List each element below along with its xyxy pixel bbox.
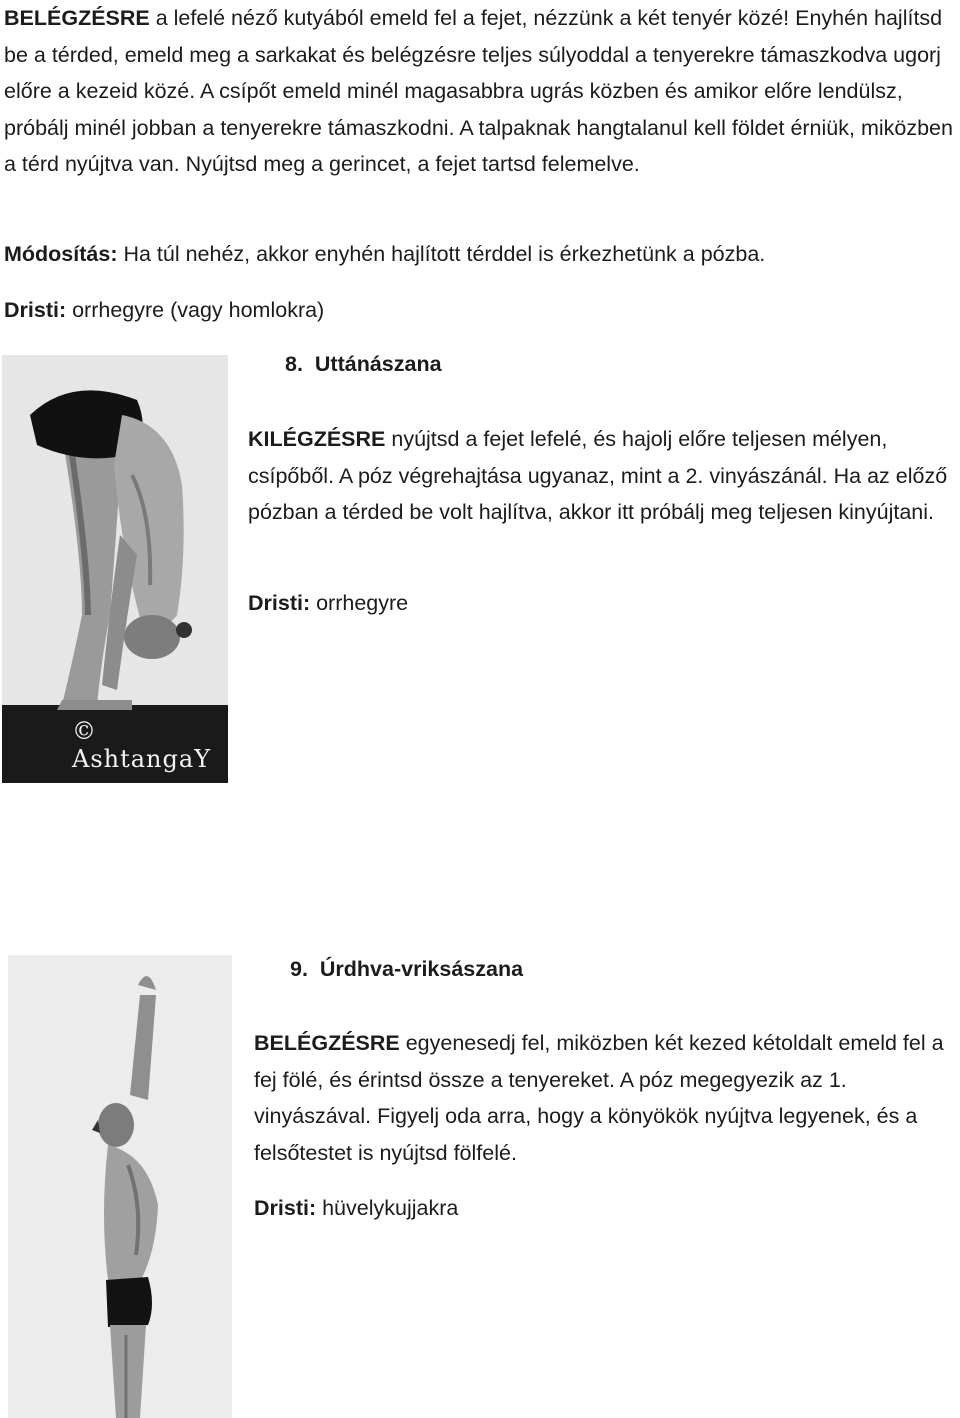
pose8-name: Uttánászana (314, 352, 442, 376)
pose9-description (254, 1025, 960, 1171)
pose9-number: 9. (290, 957, 308, 981)
pose9-dristi-line (254, 1190, 854, 1227)
intro-paragraph (4, 0, 954, 183)
pose8-number: 8. (285, 352, 303, 376)
uttanasana-photo (2, 355, 228, 783)
pose8-description (248, 421, 958, 531)
pose9-name: Úrdhva-vriksászana (319, 957, 524, 981)
modification-text: Ha túl nehéz, akkor enyhén hajlított térddel is érkezhetünk a pózba. (117, 242, 766, 266)
pose8-dristi-line (248, 585, 848, 622)
pose8-text: nyújtsd a fejet lefelé, és hajolj előre teljesen mélyen, csípőből. A póz végrehajtása ugyanaz, mint a 2. vinyászánál. Ha az előző pózban a térded be volt hajlítva, akkor itt próbálj meg teljesen kinyújtani. (248, 427, 948, 524)
pose8-dristi-text: orrhegyre (310, 591, 409, 615)
pose9-dristi-text: hüvelykujjakra (316, 1196, 459, 1220)
photo-watermark: © AshtangaY (72, 717, 212, 773)
pose8-strong: KILÉGZÉSRE (248, 427, 386, 451)
intro-strong: BELÉGZÉSRE (4, 6, 150, 30)
urdhva-vriksasana-photo (8, 955, 232, 1418)
pose8-heading (285, 352, 442, 377)
pose9-strong: BELÉGZÉSRE (254, 1031, 400, 1055)
intro-dristi-label: Dristi: (4, 298, 67, 322)
pose8-dristi-label: Dristi: (248, 591, 311, 615)
intro-dristi-text: orrhegyre (vagy homlokra) (66, 298, 325, 322)
pose9-dristi-label: Dristi: (254, 1196, 317, 1220)
pose9-heading (290, 957, 523, 982)
intro-dristi-line (4, 292, 954, 329)
intro-text: a lefelé néző kutyából emeld fel a fejet, nézzünk a két tenyér közé! Enyhén hajlítsd be a térded, emeld meg a sarkakat és belégzésre teljes súlyoddal a tenyerekre támaszkodva ugorj előre a kezeid közé. A csípőt emeld minél magasabbra ugrás közben és amikor előre lendülsz, próbálj minél jobban a tenyerekre támaszkodni. A talpaknak hangtalanul kell földet érniük, miközben a térd nyújtva van. Nyújtsd meg a gerincet, a fejet tartsd felemelve. (4, 6, 953, 176)
upward-reach-figure (8, 955, 232, 1418)
pose9-text: egyenesedj fel, miközben két kezed kétoldalt emeld fel a fej fölé, és érintsd össze a tenyereket. A póz megegyezik az 1. vinyászával. Figyelj oda arra, hogy a könyökök nyújtva legyenek, és a felsőtestet is nyújtsd fölfelé. (254, 1031, 944, 1165)
modification-label: Módosítás: (4, 242, 118, 266)
modification-line (4, 236, 954, 273)
